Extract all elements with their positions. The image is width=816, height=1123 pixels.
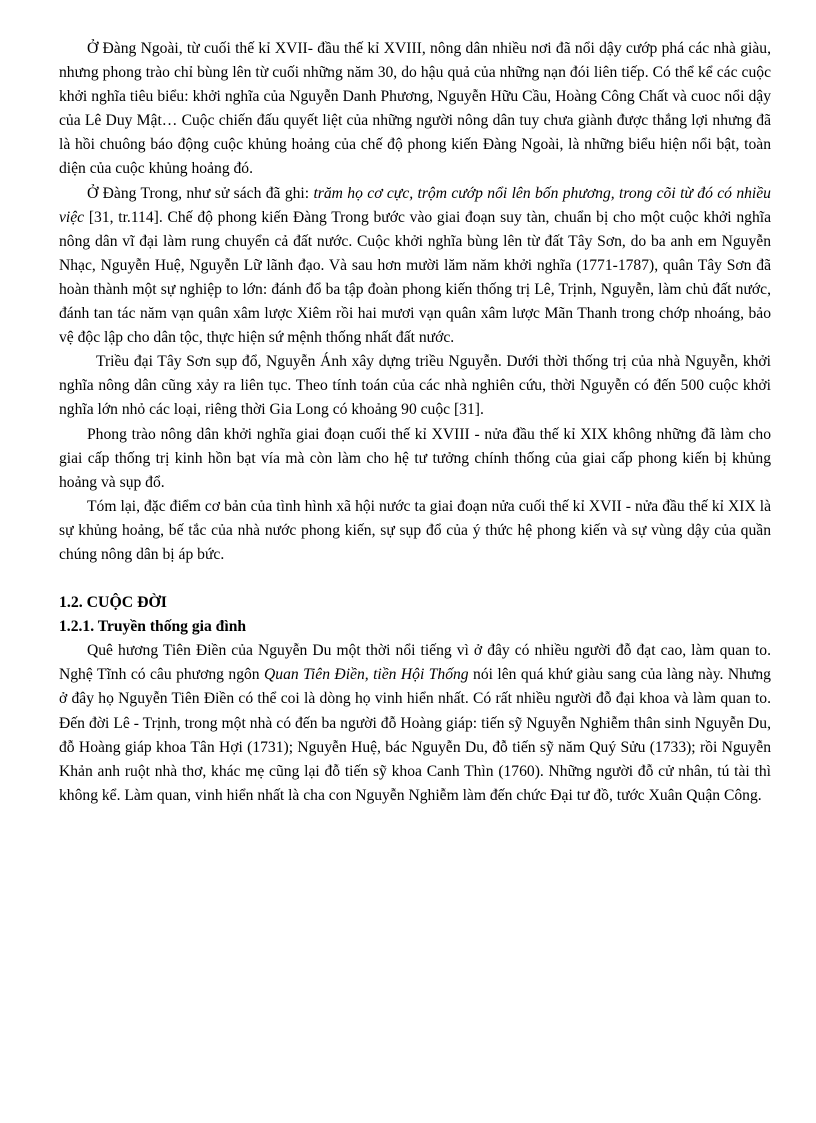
paragraph-text: Phong trào nông dân khởi nghĩa giai đoạn cuối thế kỉ XVIII - nửa đầu thế kỉ XIX không những đã làm cho giai cấp thống trị kinh hồn bạt vía mà còn làm cho hệ tư tưởng chính thống của giai cấp phong kiến bị khủng hoảng và sụp đổ. [59,425,771,491]
paragraph-text: Ở Đàng Trong, như sử sách đã ghi: [87,184,314,202]
document-page [59,37,771,808]
paragraph-text: Ở Đàng Ngoài, từ cuối thế kỉ XVII- đầu thế kỉ XVIII, nông dân nhiều nơi đã nổi dậy cướp phá các nhà giàu, nhưng phong trào chỉ bùng lên từ cuối những năm 30, do hậu quả của những nạn đói liên tiếp. Có thể kể các cuộc khởi nghĩa tiêu biểu: khởi nghĩa của Nguyễn Danh Phương, Nguyễn Hữu Cầu, Hoàng Công Chất và cuoc nổi dậy của Lê Duy Mật… Cuộc chiến đấu quyết liệt của những người nông dân tuy chưa giành được thắng lợi nhưng đã là hồi chuông báo động cuộc khủng hoảng của chế độ phong kiến Đàng Ngoài, là những biểu hiện nổi bật, toàn diện của cuộc khủng hoảng đó. [59,40,771,178]
paragraph-text: Triều đại Tây Sơn sụp đổ, Nguyễn Ánh xây dựng triều Nguyễn. Dưới thời thống trị của nhà Nguyễn, khởi nghĩa nông dân cũng xảy ra liên tục. Theo tính toán của các nhà nghiên cứu, thời Nguyễn có đến 500 cuộc khởi nghĩa lớn nhỏ các loại, riêng thời Gia Long có khoảng 90 cuộc [31]. [59,353,771,419]
paragraph-dang-trong [59,182,771,351]
proverb-italic: Quan Tiên Điền, tiền Hội Thống [264,666,469,684]
paragraph-tien-dien [59,639,771,808]
paragraph-summary [59,495,771,567]
paragraph-dang-ngoai [59,37,771,182]
paragraph-text: Tóm lại, đặc điểm cơ bản của tình hình xã hội nước ta giai đoạn nửa cuối thế kỉ XVII - nửa đầu thế kỉ XIX là sự khủng hoảng, bế tắc của nhà nước phong kiến, sự sụp đổ của ý thức hệ phong kiến và sự vùng dậy của quần chúng nông dân bị áp bức. [59,497,771,563]
paragraph-peasant-movement [59,423,771,495]
paragraph-text: nói lên quá khứ giàu sang của làng này. Nhưng ở đây họ Nguyễn Tiên Điền có thể coi là dòng họ vinh hiển nhất. Có rất nhiều người đỗ đại khoa và làm quan to. Đến đời Lê - Trịnh, trong một nhà có đến ba người đỗ Hoàng giáp: tiến sỹ Nguyễn Nghiễm thân sinh Nguyễn Du, đỗ Hoàng giáp khoa Tân Hợi (1731); Nguyễn Huệ, bác Nguyễn Du, đỗ tiến sỹ năm Quý Sửu (1733); rồi Nguyễn Khản anh ruột nhà thơ, khác mẹ cũng lại đỗ tiến sỹ khoa Canh Thìn (1760). Những người đỗ cử nhân, tú tài thì không kể. Làm quan, vinh hiển nhất là cha con Nguyễn Nghiễm làm đến chức Đại tư đồ, tước Xuân Quận Công. [59,666,771,804]
paragraph-text: [31, tr.114]. Chế độ phong kiến Đàng Trong bước vào giai đoạn suy tàn, chuẩn bị cho một cuộc khởi nghĩa nông dân vĩ đại làm rung chuyển cả đất nước. Cuộc khởi nghĩa bùng lên từ đất Tây Sơn, do ba anh em Nguyễn Nhạc, Nguyễn Huệ, Nguyễn Lữ lãnh đạo. Và sau hơn mười lăm năm khởi nghĩa (1771-1787), quân Tây Sơn đã hoàn thành một sự nghiệp to lớn: đánh đổ ba tập đoàn phong kiến thống trị Lê, Trịnh, Nguyễn, làm chủ đất nước, đánh tan tác năm vạn quân xâm lược Xiêm rồi hai mươi vạn quân xâm lược Mãn Thanh trong chớp nhoáng, bảo vệ độc lập cho dân tộc, thực hiện sứ mệnh thống nhất đất nước. [59,208,771,347]
paragraph-tay-son-fall [59,350,771,422]
section-heading: 1.2. CUỘC ĐỜI [59,594,167,612]
subsection-heading: 1.2.1. Truyền thống gia đình [59,618,247,636]
paragraph-text: Quê hương Tiên Điền của Nguyễn Du một thời nổi tiếng vì ở đây có nhiều người đỗ đạt cao, làm quan to. Nghệ Tĩnh có câu phương ngôn [59,642,771,684]
quotation-italic: trăm họ cơ cực, trộm cướp nổi lên bốn phương, trong cõi từ đó có nhiều việc [59,184,771,226]
